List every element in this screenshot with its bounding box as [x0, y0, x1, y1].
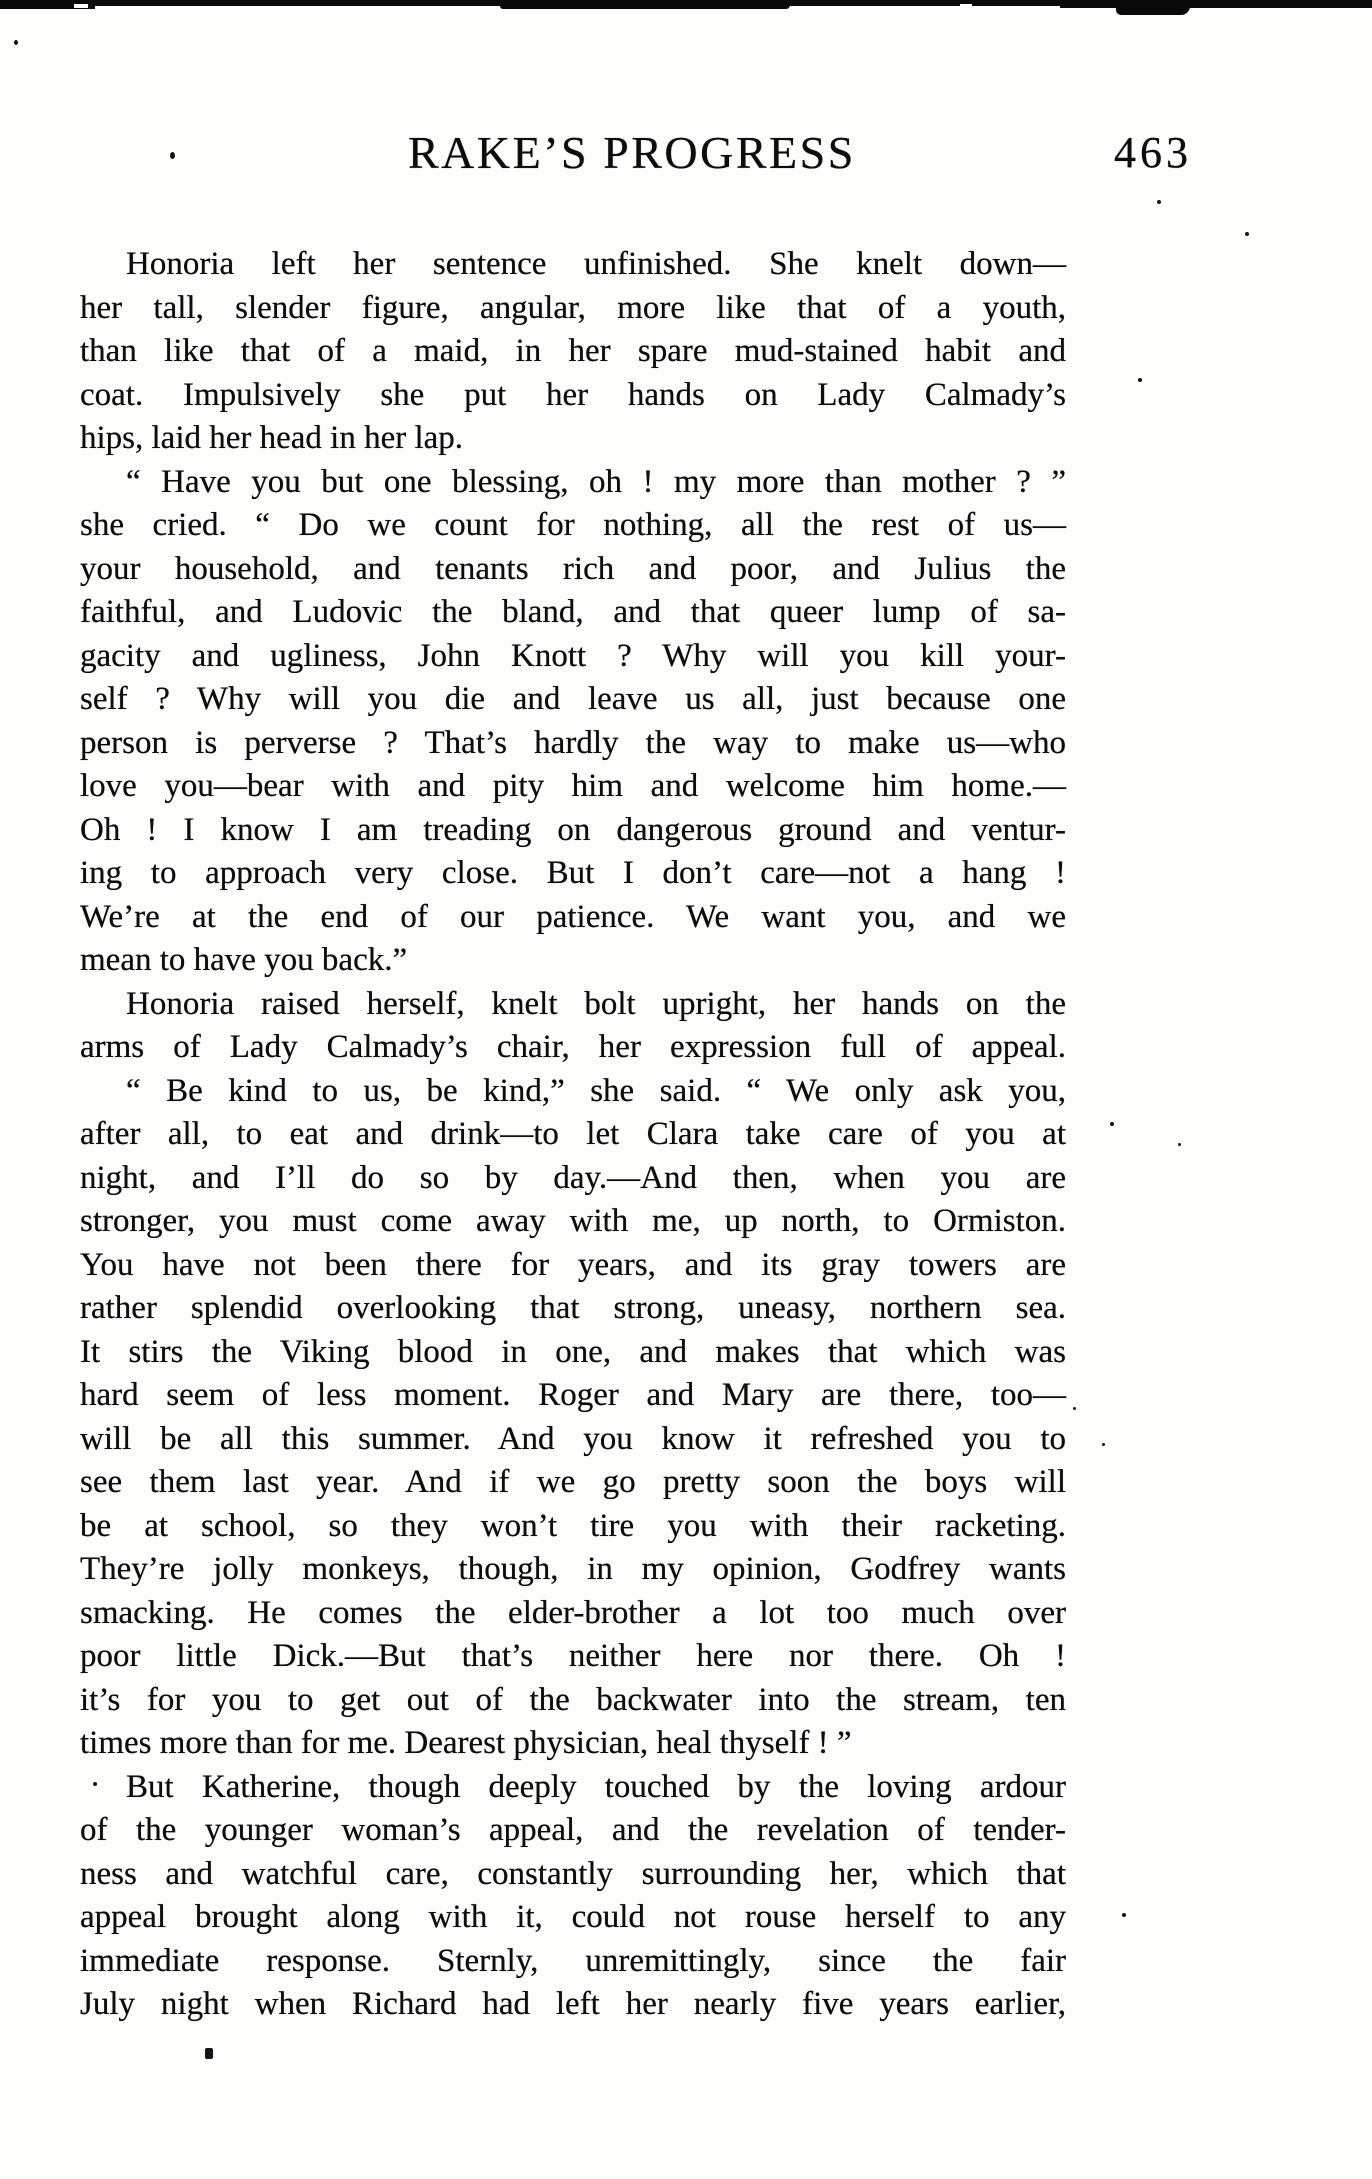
paragraph-3	[80, 983, 1066, 1070]
text-line: ness and watchful care, constantly surrounding her, which that	[80, 1855, 1066, 1892]
text-line: smacking. He comes the elder-brother a lot too much over	[80, 1594, 1066, 1631]
scan-speck	[170, 152, 175, 159]
text-line: hips, laid her head in her lap.	[80, 420, 464, 456]
paragraph-4	[80, 1070, 1066, 1766]
text-line: it’s for you to get out of the backwater into the stream, ten	[80, 1681, 1066, 1718]
text-line: appeal brought along with it, could not rouse herself to any	[80, 1899, 1066, 1935]
scan-speck	[1138, 378, 1142, 382]
scan-speck	[1122, 1913, 1126, 1917]
text-line: faithful, and Ludovic the bland, and that queer lump of sa-	[80, 594, 1066, 630]
text-line: gacity and ugliness, John Knott ? Why will you kill your-	[80, 637, 1066, 674]
scan-speck	[14, 40, 18, 45]
text-line: You have not been there for years, and its gray towers are	[80, 1246, 1066, 1283]
text-line: stronger, you must come away with me, up north, to Ormiston.	[80, 1203, 1066, 1239]
text-line: will be all this summer. And you know it refreshed you to	[80, 1420, 1066, 1457]
text-line: of the younger woman’s appeal, and the revelation of tender-	[80, 1812, 1066, 1848]
page-number: 463	[1114, 128, 1192, 177]
running-header-title: RAKE’S PROGRESS	[408, 127, 856, 178]
text-line: Honoria raised herself, knelt bolt upright, her hands on the	[126, 985, 1066, 1022]
text-line: July night when Richard had left her nearly five years earlier,	[80, 1986, 1066, 2022]
text-line: They’re jolly monkeys, though, in my opinion, Godfrey wants	[80, 1551, 1066, 1587]
text-line: Honoria left her sentence unfinished. She knelt down—	[126, 246, 1066, 282]
scan-speck	[1245, 232, 1249, 236]
text-line: night, and I’ll do so by day.—And then, when you are	[80, 1159, 1066, 1196]
paragraph-2	[80, 461, 1066, 983]
text-line: after all, to eat and drink—to let Clara take care of you at	[80, 1116, 1066, 1152]
text-line: “ Have you but one blessing, oh ! my more than mother ? ”	[126, 463, 1066, 500]
text-line: poor little Dick.—But that’s neither here nor there. Oh !	[80, 1638, 1066, 1674]
text-block	[80, 243, 1066, 2027]
text-line: mean to have you back.”	[80, 942, 408, 978]
scan-artifact-notch	[960, 4, 972, 7]
scan-artifact-strip	[1060, 0, 1372, 8]
text-line: person is perverse ? That’s hardly the way to make us—who	[80, 724, 1066, 761]
text-line: her tall, slender figure, angular, more like that of a youth,	[80, 289, 1066, 326]
text-line: But Katherine, though deeply touched by the loving ardour	[126, 1768, 1066, 1805]
scan-speck	[1073, 1407, 1076, 1410]
text-line: love you—bear with and pity him and welcome him home.—	[80, 768, 1066, 804]
scan-speck	[1102, 1443, 1105, 1446]
text-line: We’re at the end of our patience. We want you, and we	[80, 898, 1066, 935]
text-line: your household, and tenants rich and poor, and Julius the	[80, 550, 1066, 587]
text-line: coat. Impulsively she put her hands on Lady Calmady’s	[80, 376, 1066, 413]
text-line: rather splendid overlooking that strong, uneasy, northern sea.	[80, 1290, 1066, 1326]
scan-artifact-blob	[1116, 0, 1190, 15]
scan-speck	[1110, 1122, 1114, 1126]
text-line: she cried. “ Do we count for nothing, all the rest of us—	[80, 507, 1066, 543]
scan-artifact-strip	[500, 0, 790, 9]
text-line: immediate response. Sternly, unremittingly, since the fair	[80, 1942, 1066, 1979]
text-line: It stirs the Viking blood in one, and makes that which was	[80, 1333, 1066, 1370]
text-line: hard seem of less moment. Roger and Mary are there, too—	[80, 1377, 1066, 1413]
text-line: ing to approach very close. But I don’t care—not a hang !	[80, 855, 1066, 891]
scan-speck	[1157, 200, 1161, 204]
text-line: arms of Lady Calmady’s chair, her expression full of appeal.	[80, 1029, 1066, 1065]
paragraph-5	[80, 1766, 1066, 2027]
text-line: “ Be kind to us, be kind,” she said. “ We only ask you,	[126, 1072, 1066, 1109]
scan-speck	[1178, 1143, 1181, 1146]
text-line: times more than for me. Dearest physician, heal thyself ! ”	[80, 1725, 852, 1761]
text-line: self ? Why will you die and leave us all, just because one	[80, 681, 1066, 717]
paragraph-1	[80, 243, 1066, 461]
text-line: than like that of a maid, in her spare mud-stained habit and	[80, 333, 1066, 369]
text-line: Oh ! I know I am treading on dangerous ground and ventur-	[80, 811, 1066, 848]
scan-artifact-notch	[74, 4, 88, 8]
text-line: see them last year. And if we go pretty soon the boys will	[80, 1464, 1066, 1500]
text-line: be at school, so they won’t tire you with their racketing.	[80, 1507, 1066, 1544]
scan-speck	[205, 2048, 213, 2059]
scan-artifact-top-edge	[0, 0, 1372, 22]
